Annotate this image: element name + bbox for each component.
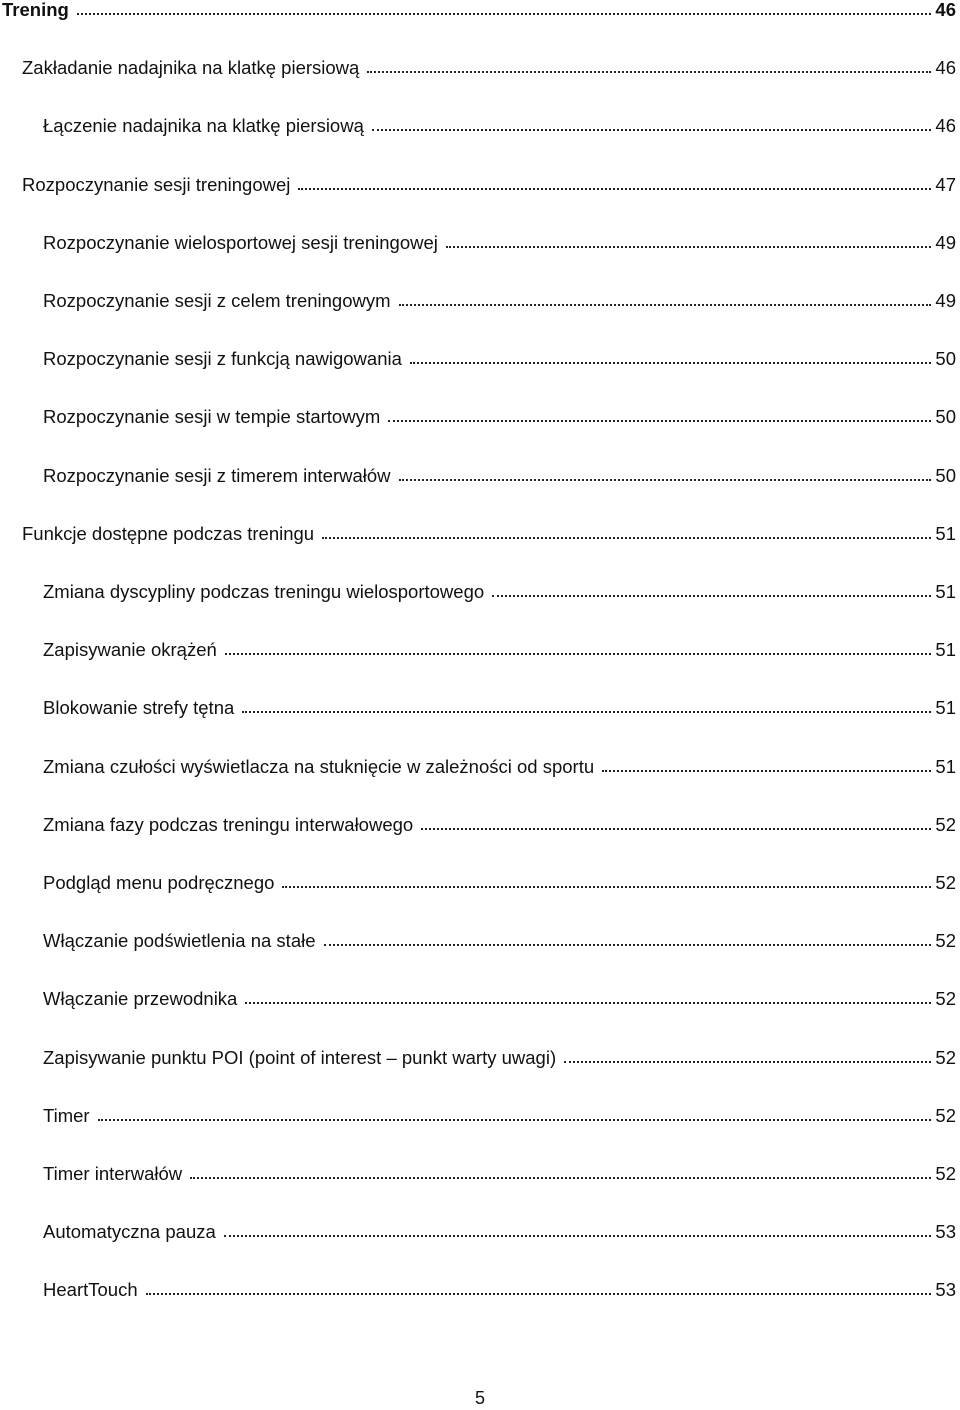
dot-leader: [98, 1119, 931, 1121]
toc-entry-page-number: 52: [935, 1163, 956, 1184]
toc-entry-page-number: 50: [935, 348, 956, 370]
toc-entry[interactable]: [0, 928, 960, 954]
toc-entry-title: Łączenie nadajnika na klatkę piersiową: [43, 113, 370, 139]
toc-entry-title: Timer: [43, 1103, 96, 1129]
toc-entry-title: Rozpoczynanie sesji z timerem interwałów: [43, 463, 397, 489]
toc-entry-title: Rozpoczynanie sesji treningowej: [22, 172, 296, 198]
toc-entry-title: Podgląd menu podręcznego: [43, 870, 280, 896]
toc-entry-page-number: 51: [935, 581, 956, 602]
toc-entry-page-number: 51: [935, 755, 956, 777]
dot-leader: [410, 362, 931, 364]
toc-entry[interactable]: [0, 1219, 960, 1245]
toc-entry-page-number: 53: [935, 1221, 956, 1243]
toc-entry-page-number: 52: [935, 813, 956, 835]
toc-entry-page-number: 49: [935, 290, 956, 311]
toc-entry-title: Automatyczna pauza: [43, 1219, 222, 1245]
dot-leader: [446, 246, 931, 248]
toc-entry-title: Rozpoczynanie wielosportowej sesji treningowej: [43, 230, 444, 256]
dot-leader: [282, 886, 931, 888]
toc-entry[interactable]: [0, 812, 960, 838]
toc-entry[interactable]: [0, 1045, 960, 1071]
toc-entry[interactable]: [0, 346, 960, 372]
toc-entry-title: Zakładanie nadajnika na klatkę piersiową: [22, 55, 365, 81]
toc-entry-page-number: 51: [935, 522, 956, 544]
dot-leader: [190, 1177, 931, 1179]
toc-entry[interactable]: [0, 986, 960, 1012]
dot-leader: [242, 711, 931, 713]
toc-entry-title: Włączanie przewodnika: [43, 986, 243, 1012]
toc-entry-page-number: 46: [935, 0, 956, 20]
toc-entry[interactable]: [0, 55, 960, 81]
toc-entry[interactable]: [0, 288, 960, 314]
toc-entry[interactable]: [0, 113, 960, 139]
toc-entry-title: Funkcje dostępne podczas treningu: [22, 521, 320, 547]
toc-entry-title: Zmiana dyscypliny podczas treningu wielosportowego: [43, 579, 490, 605]
toc-entry[interactable]: [0, 870, 960, 896]
toc-entry-page-number: 50: [935, 464, 956, 486]
toc-entry-page-number: 51: [935, 697, 956, 719]
toc-entry[interactable]: [0, 754, 960, 780]
dot-leader: [602, 770, 931, 772]
toc-entry[interactable]: [0, 1277, 960, 1303]
dot-leader: [324, 944, 931, 946]
toc-entry-page-number: 50: [935, 406, 956, 428]
toc-entry[interactable]: [0, 1103, 960, 1129]
dot-leader: [225, 653, 931, 655]
dot-leader: [564, 1061, 931, 1063]
dot-leader: [77, 13, 931, 15]
toc-entry-page-number: 52: [935, 1104, 956, 1126]
dot-leader: [421, 828, 931, 830]
toc-entry[interactable]: [0, 1161, 960, 1187]
toc-entry-page-number: 52: [935, 930, 956, 952]
toc-entry-title: Rozpoczynanie sesji w tempie startowym: [43, 404, 386, 430]
toc-entry[interactable]: [0, 404, 960, 430]
toc-entry-page-number: 53: [935, 1279, 956, 1301]
dot-leader: [492, 595, 931, 597]
dot-leader: [399, 304, 931, 306]
dot-leader: [399, 479, 931, 481]
toc-entry-page-number: 46: [935, 115, 956, 137]
toc-entry-title: Zapisywanie punktu POI (point of interest – punkt warty uwagi): [43, 1045, 562, 1071]
toc-entry-title: Zapisywanie okrążeń: [43, 637, 223, 663]
toc-entry-page-number: 47: [935, 173, 956, 195]
toc-entry-title: Włączanie podświetlenia na stałe: [43, 928, 322, 954]
toc-entry-page-number: 51: [935, 639, 956, 661]
toc-entry-title: HeartTouch: [43, 1277, 144, 1303]
dot-leader: [322, 537, 931, 539]
dot-leader: [367, 71, 931, 73]
toc-entry-title: Zmiana czułości wyświetlacza na stuknięcie w zależności od sportu: [43, 754, 600, 780]
toc-entry-title: Rozpoczynanie sesji z funkcją nawigowania: [43, 346, 408, 372]
toc-entry-title: Zmiana fazy podczas treningu interwałowego: [43, 812, 419, 838]
toc-entry-title: Timer interwałów: [43, 1161, 188, 1187]
toc-entry-page-number: 52: [935, 988, 956, 1010]
page-number: 5: [474, 1388, 485, 1408]
toc-entry[interactable]: [0, 172, 960, 198]
dot-leader: [146, 1293, 931, 1295]
toc-entry-page-number: 52: [935, 1046, 956, 1068]
toc-entry-page-number: 52: [935, 872, 956, 893]
toc-entry-page-number: 46: [935, 57, 956, 79]
toc-entry-page-number: 49: [935, 231, 956, 253]
toc-entry[interactable]: [0, 637, 960, 663]
toc-entry[interactable]: [0, 695, 960, 721]
toc-entry[interactable]: [0, 230, 960, 256]
toc-entry-title: Trening: [2, 0, 75, 23]
dot-leader: [388, 420, 931, 422]
dot-leader: [224, 1235, 931, 1237]
toc-entry[interactable]: [0, 463, 960, 489]
toc-entry-title: Rozpoczynanie sesji z celem treningowym: [43, 288, 397, 314]
toc-entry[interactable]: [0, 579, 960, 605]
toc-entry[interactable]: [0, 0, 960, 23]
toc-entry[interactable]: [0, 521, 960, 547]
toc-entry-title: Blokowanie strefy tętna: [43, 695, 240, 721]
dot-leader: [298, 188, 931, 190]
dot-leader: [372, 129, 931, 131]
dot-leader: [245, 1002, 931, 1004]
